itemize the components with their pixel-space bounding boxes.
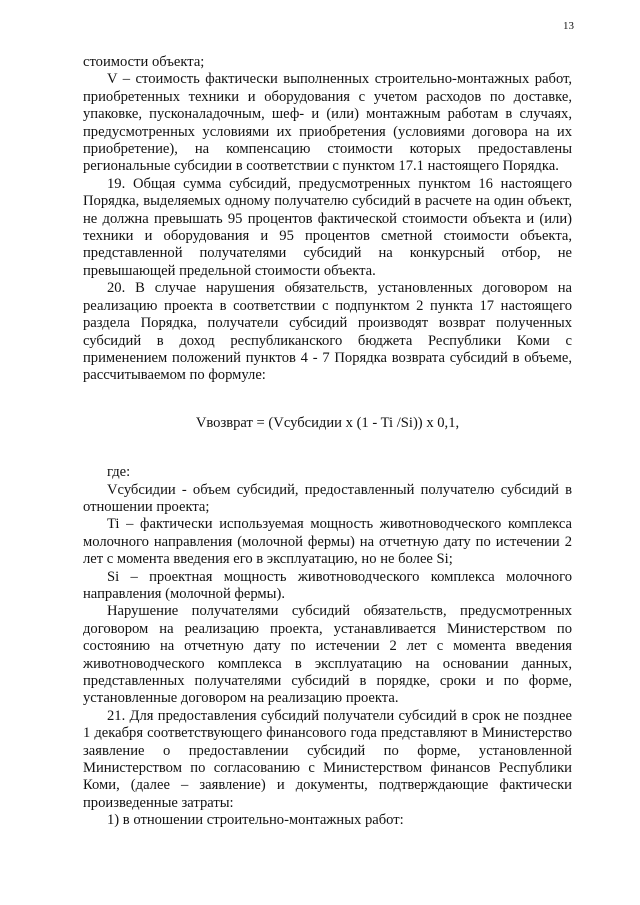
paragraph-19: 19. Общая сумма субсидий, предусмотренных пунктом 16 настоящего Порядка, выделяемых одному получателю субсидий в расчете на один объект, не должна превышать 95 процентов фактической стоимости объекта и (или) техники и оборудования и 95 процентов сметной стоимости объекта, представленной получателями субсидий на конкурсный отбор, не превышающей предельной стоимости объекта. bbox=[83, 175, 572, 279]
paragraph-list-item-1: 1) в отношении строительно-монтажных работ: bbox=[107, 812, 404, 829]
paragraph-vsubsidii-definition: Vсубсидии - объем субсидий, предоставленный получателю субсидий в отношении проекта; bbox=[83, 481, 572, 515]
paragraph-v-definition: V – стоимость фактически выполненных строительно-монтажных работ, приобретенных техники и оборудования с учетом расходов по доставке, упаковке, пусконаладочным, шеф- и (или) монтажным работам в случаях, предусмотренных условиями их приобретения (условиями договора на их приобретение), на компенсацию стоимости которых предоставлены региональные субсидии в соответствии с пунктом 17.1 настоящего Порядка. bbox=[83, 71, 572, 175]
paragraph-where: где: bbox=[107, 464, 131, 481]
paragraph-ti-definition: Ti – фактически используемая мощность животноводческого комплекса молочного направления (молочной фермы) на отчетную дату по истечении 2 лет с момента введения его в эксплуатацию, но не более Si; bbox=[83, 516, 572, 568]
page-number: 13 bbox=[563, 20, 574, 32]
paragraph-si-definition: Si – проектная мощность животноводческого комплекса молочного направления (молочной фермы). bbox=[83, 568, 572, 602]
paragraph-violation: Нарушение получателями субсидий обязательств, предусмотренных договором на реализацию проекта, устанавливается Министерством по состоянию на отчетную дату по истечении 2 лет с момента введения животноводческого комплекса в эксплуатацию на основании данных, представленных получателями субсидий в порядке, сроки и по форме, установленные договором на реализацию проекта. bbox=[83, 603, 572, 707]
paragraph-21: 21. Для предоставления субсидий получатели субсидий в срок не позднее 1 декабря соответствующего финансового года представляют в Министерство заявление о предоставлении субсидий по форме, установленной Министерством по согласованию с Министерством финансов Республики Коми, (далее – заявление) и документы, подтверждающие фактически произведенные затраты: bbox=[83, 707, 572, 811]
document-body bbox=[83, 54, 572, 830]
paragraph-continuation: стоимости объекта; bbox=[83, 54, 205, 70]
formula: Vвозврат = (Vсубсидии x (1 - Ti /Si)) x 0,1, bbox=[195, 414, 460, 431]
paragraph-20: 20. В случае нарушения обязательств, установленных договором на реализацию проекта в соответствии с подпунктом 2 пункта 17 настоящего раздела Порядка, получатели субсидий производят возврат полученных субсидий в доход республиканского бюджета Республики Коми с применением положений пунктов 4 - 7 Порядка возврата субсидий в объеме, рассчитываемом по формуле: bbox=[83, 280, 572, 384]
